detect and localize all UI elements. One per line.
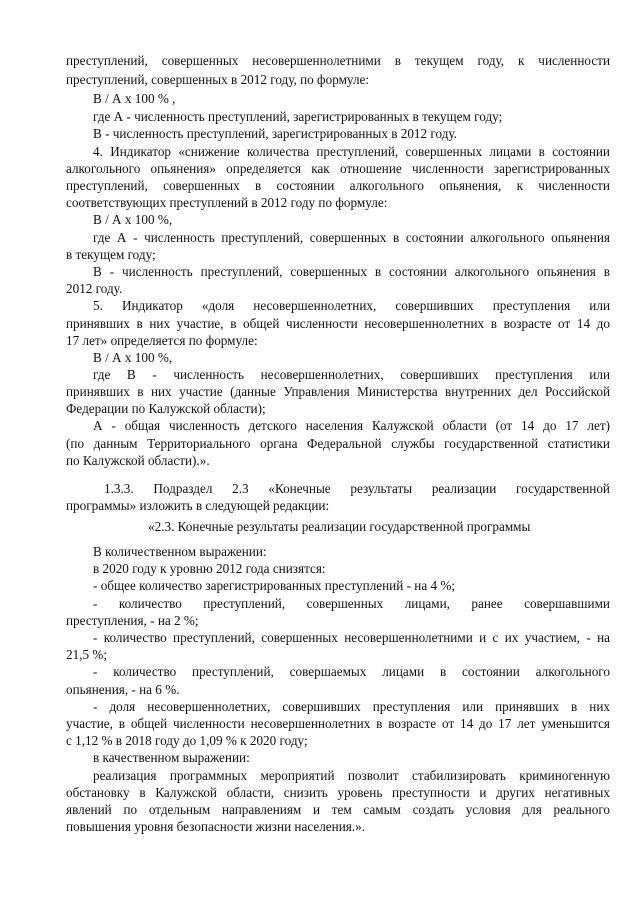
formula-line: В / А х 100 %, <box>93 212 173 227</box>
text-line: опьянения, - на 6 %. <box>66 682 180 697</box>
text-line: 21,5 %; <box>66 647 108 662</box>
text-line: явлений по отдельным направлениям и тем самым создать условия для реального <box>66 802 610 817</box>
text-line: в 2020 году к уровню 2012 года снизятся: <box>93 561 326 576</box>
list-item: - количество преступлений, совершенных несовершеннолетними и с их участием, - на <box>93 630 610 645</box>
text-line: реализация программных мероприятий позволит стабилизировать криминогенную <box>93 768 610 783</box>
formula-line: В / А х 100 % , <box>93 91 176 106</box>
text-line: 17 лет» определяется по формуле: <box>66 333 258 348</box>
text-line: алкогольного опьянения» определяется как отношение численности зарегистрированных <box>66 161 610 176</box>
list-item: - количество преступлений, совершенных лицами, ранее совершавшими <box>93 596 610 611</box>
text-line: по Калужской области).». <box>66 453 210 468</box>
text-line: повышения уровня безопасности жизни населения.». <box>66 819 366 834</box>
text-line: обстановку в Калужской области, снизить уровень преступности и других негативных <box>66 785 610 800</box>
list-item: - доля несовершеннолетних, совершивших преступления или принявших в них <box>93 699 610 714</box>
text-line: программы» изложить в следующей редакции: <box>66 498 330 513</box>
text-line: преступлений, совершенных в 2012 году, по формуле: <box>66 72 370 87</box>
text-line: в качественном выражении: <box>93 750 250 765</box>
text-line: В - численность преступлений, совершенных в состоянии алкогольного опьянения в <box>93 264 610 279</box>
text-line: В количественном выражении: <box>93 544 267 559</box>
text-line: (по данным Территориального органа Федеральной службы государственной статистики <box>66 436 610 451</box>
list-item: - общее количество зарегистрированных преступлений - на 4 %; <box>93 578 456 593</box>
text-line: 1.3.3. Подраздел 2.3 «Конечные результаты реализации государственной <box>104 481 610 496</box>
text-line: где В - численность несовершеннолетних, совершивших преступления или <box>93 367 610 382</box>
formula-line: В / А х 100 %, <box>93 350 173 365</box>
text-line: принявших в них участие, в общей численности несовершеннолетних в возрасте от 14 до <box>66 316 610 331</box>
text-line: принявших в них участие (данные Управления Министерства внутренних дел Российской <box>66 384 610 399</box>
text-line: с 1,12 % в 2018 году до 1,09 % к 2020 году; <box>66 733 308 748</box>
list-item: - количество преступлений, совершаемых лицами в состоянии алкогольного <box>93 664 610 679</box>
text-line: 4. Индикатор «снижение количества преступлений, совершенных лицами в состоянии <box>93 144 610 159</box>
text-line: преступления, - на 2 %; <box>66 613 199 628</box>
text-line: А - общая численность детского населения Калужской области (от 14 до 17 лет) <box>93 418 610 433</box>
text-line: преступлений, совершенных несовершеннолетними в текущем году, к численности <box>66 53 610 68</box>
text-line: Федерации по Калужской области); <box>66 401 266 416</box>
text-line: преступлений, совершенных в состоянии алкогольного опьянения, к численности <box>66 178 610 193</box>
text-line: 2012 году. <box>66 281 123 296</box>
text-line: соответствующих преступлений в 2012 году по формуле: <box>66 195 388 210</box>
text-line: где А - численность преступлений, зарегистрированных в текущем году; <box>93 109 503 124</box>
text-line: участие, в общей численности несовершеннолетних в возрасте от 14 до 17 лет уменьшится <box>66 716 610 731</box>
text-line: 5. Индикатор «доля несовершеннолетних, совершивших преступления или <box>93 298 610 313</box>
text-line: где А - численность преступлений, совершенных в состоянии алкогольного опьянения <box>93 230 610 245</box>
section-heading: «2.3. Конечные результаты реализации государственной программы <box>148 519 531 534</box>
text-line: В - численность преступлений, зарегистрированных в 2012 году. <box>93 126 457 141</box>
text-line: в текущем году; <box>66 247 156 262</box>
